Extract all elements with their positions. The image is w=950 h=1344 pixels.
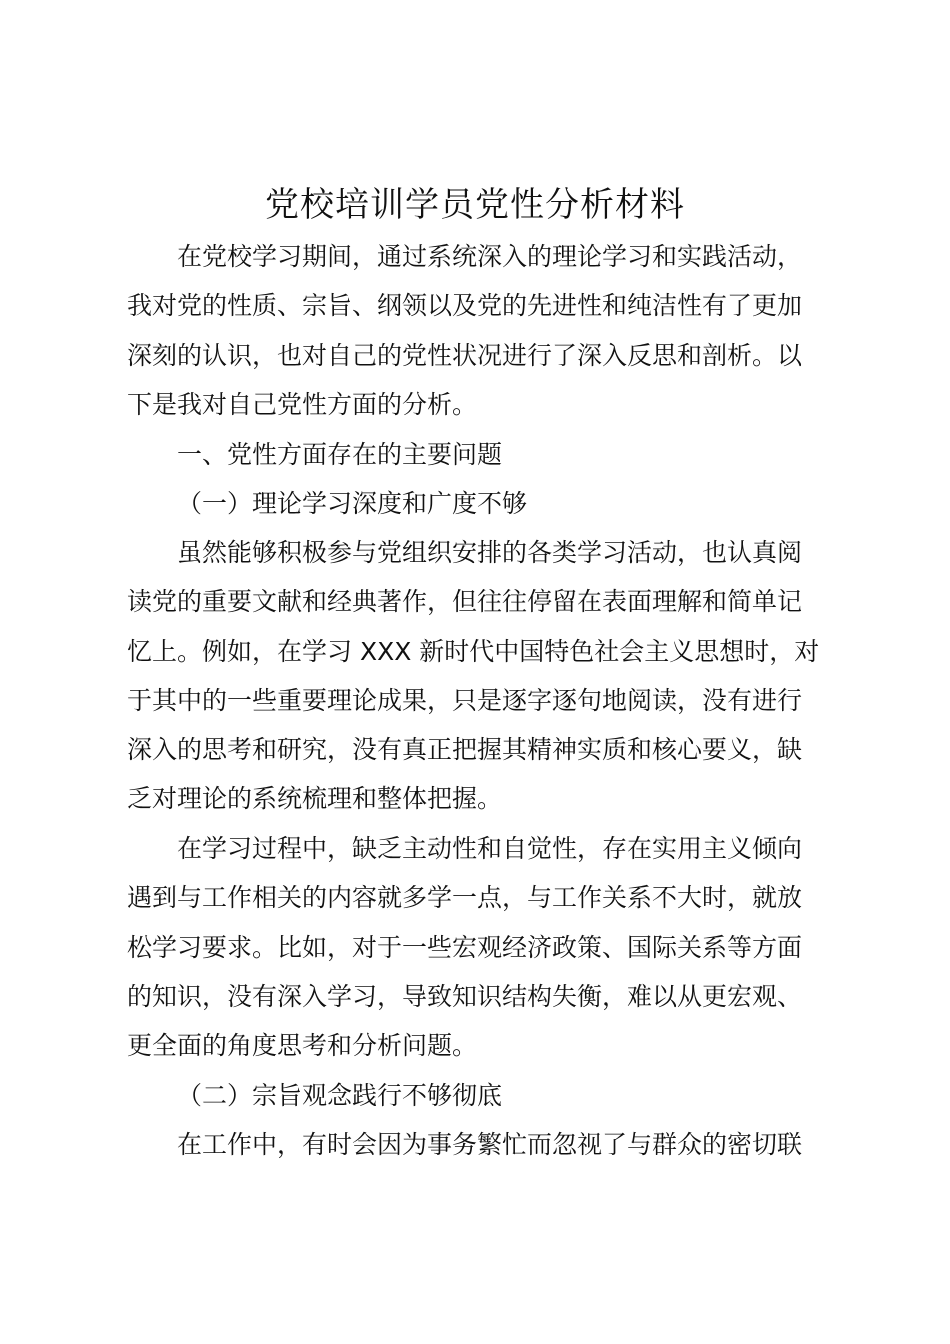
paragraph-1 — [127, 528, 833, 824]
section-heading-1 — [127, 430, 833, 479]
paragraph-line: 忆上。例如，在学习 XXX 新时代中国特色社会主义思想时，对 — [127, 636, 820, 666]
paragraph-2 — [127, 824, 833, 1070]
paragraph-line: 我对党的性质、宗旨、纲领以及党的先进性和纯洁性有了更加 — [127, 291, 803, 321]
paragraph-line: 深刻的认识，也对自己的党性状况进行了深入反思和剖析。以 — [127, 340, 803, 370]
paragraph-line: 遇到与工作相关的内容就多学一点，与工作关系不大时，就放 — [127, 883, 803, 913]
paragraph-line: 深入的思考和研究，没有真正把握其精神实质和核心要义，缺 — [127, 735, 803, 765]
paragraph-line: 的知识，没有深入学习，导致知识结构失衡，难以从更宏观、 — [127, 981, 803, 1011]
subheading-text: （一）理论学习深度和广度不够 — [177, 489, 528, 518]
paragraph-line: 在党校学习期间，通过系统深入的理论学习和实践活动， — [177, 242, 803, 271]
paragraph-3 — [127, 1120, 833, 1169]
paragraph-line: 松学习要求。比如，对于一些宏观经济政策、国际关系等方面 — [127, 932, 803, 962]
subheading-text: （二）宗旨观念践行不够彻底 — [177, 1081, 503, 1110]
paragraph-line: 在工作中，有时会因为事务繁忙而忽视了与群众的密切联 — [177, 1130, 803, 1159]
paragraph-line: 在学习过程中，缺乏主动性和自觉性，存在实用主义倾向 — [177, 834, 803, 863]
paragraph-line: 虽然能够积极参与党组织安排的各类学习活动，也认真阅 — [177, 538, 803, 567]
intro-paragraph — [127, 232, 833, 429]
paragraph-line: 更全面的角度思考和分析问题。 — [127, 1031, 478, 1061]
subsection-heading-1 — [127, 479, 833, 528]
document-title: 党校培训学员党性分析材料 — [265, 185, 685, 225]
paragraph-line: 于其中的一些重要理论成果，只是逐字逐句地阅读，没有进行 — [127, 685, 803, 715]
subsection-heading-2 — [127, 1071, 833, 1120]
paragraph-line: 乏对理论的系统梳理和整体把握。 — [127, 784, 503, 814]
paragraph-line: 读党的重要文献和经典著作，但往往停留在表面理解和简单记 — [127, 587, 803, 617]
heading-text: 一、党性方面存在的主要问题 — [177, 440, 503, 469]
paragraph-line: 下是我对自己党性方面的分析。 — [127, 389, 478, 419]
